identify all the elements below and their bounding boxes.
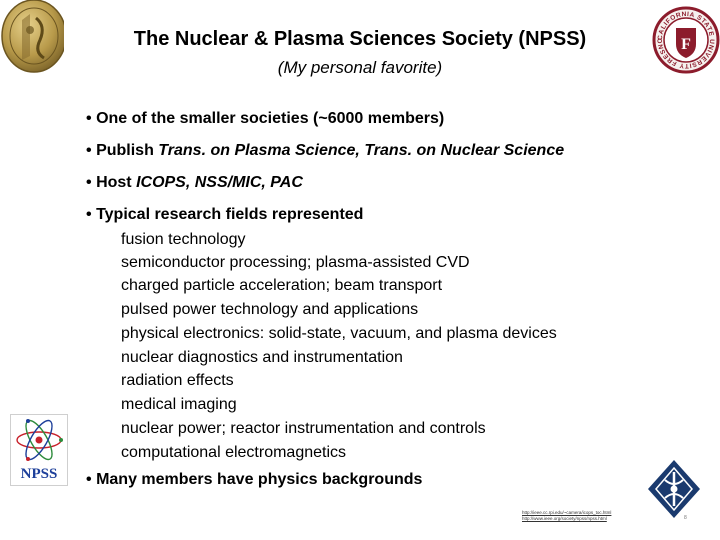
field-item: pulsed power technology and applications [121, 301, 419, 318]
field-item: radiation effects [121, 372, 234, 389]
bullet-marker: • [86, 471, 92, 488]
university-seal-logo [652, 4, 720, 76]
bullet-marker: • [86, 142, 92, 159]
field-item: charged particle acceleration; beam transport [121, 277, 443, 294]
bullet-text: Publish [96, 142, 159, 159]
page-title: The Nuclear & Plasma Sciences Society (NPSS) [133, 28, 587, 50]
field-item: computational electromagnetics [121, 444, 347, 461]
seal-text: CALIFORNIA STATE UNIVERSITY FRESNO [656, 10, 716, 70]
field-item: physical electronics: solid-state, vacuum, and plasma devices [121, 325, 557, 342]
bullet-members [86, 110, 444, 128]
bullet-italic-text: Trans. on Plasma Science, Trans. on Nuclear Science [158, 142, 565, 159]
footer-link-icops[interactable]: http://ieee.cc.rpi.edu/~camera/icops_toc.html [522, 510, 612, 515]
medallion-logo [0, 0, 64, 76]
ieee-diamond-logo [646, 458, 702, 520]
bullet-physics-backgrounds [86, 471, 422, 489]
field-item: medical imaging [121, 396, 237, 413]
seal-shield-letter: F [681, 36, 691, 53]
field-item: semiconductor processing; plasma-assisted CVD [121, 254, 470, 271]
field-item: nuclear power; reactor instrumentation and controls [121, 420, 486, 437]
npss-logo [10, 414, 68, 486]
bullet-publish [86, 142, 564, 160]
footer-links [522, 510, 611, 522]
bullet-marker: • [86, 174, 92, 191]
bullet-text: Typical research fields represented [96, 206, 364, 223]
field-item: fusion technology [121, 231, 246, 248]
bullet-text: Many members have physics backgrounds [96, 471, 423, 488]
page-subtitle: (My personal favorite) [277, 58, 443, 77]
field-item: nuclear diagnostics and instrumentation [121, 349, 403, 366]
bullet-marker: • [86, 110, 92, 127]
bullet-italic-text: ICOPS, NSS/MIC, PAC [136, 174, 303, 191]
bullet-text: One of the smaller societies (~6000 members) [96, 110, 445, 127]
bullet-host [86, 174, 303, 192]
page-number: 8 [684, 515, 687, 521]
bullet-research-fields [86, 206, 363, 224]
footer-link-npss[interactable]: http://www.ieee.org/society/npss/npss.html [522, 516, 607, 521]
bullet-marker: • [86, 206, 92, 223]
bullet-text: Host [96, 174, 137, 191]
npss-logo-text: NPSS [20, 466, 58, 482]
